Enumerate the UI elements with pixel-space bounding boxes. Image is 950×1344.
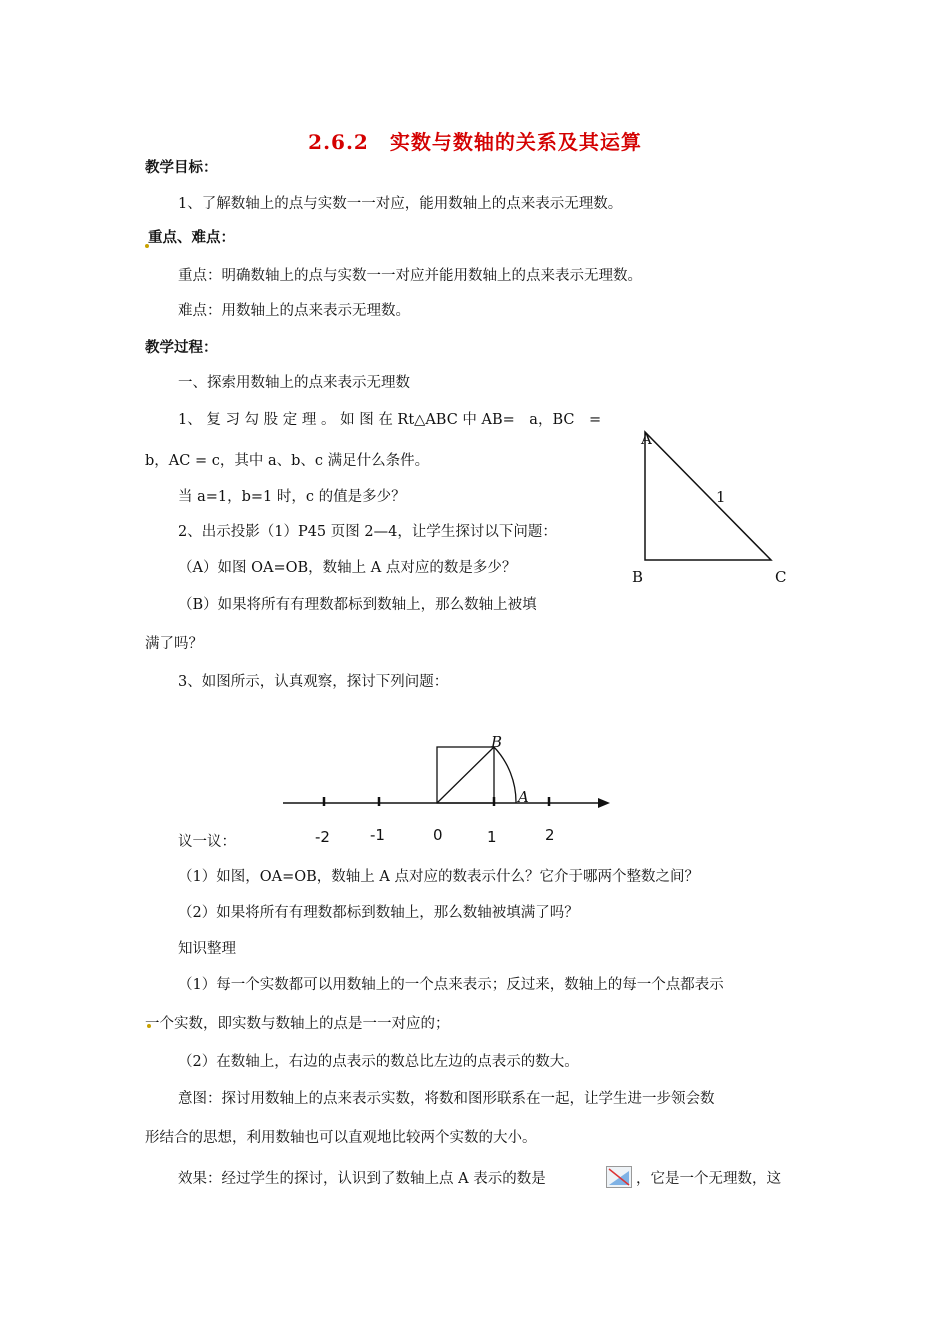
process-heading: 教学过程： (145, 339, 218, 356)
triangle-label-hyp: 1 (716, 488, 726, 506)
discuss-label: 议一议： (178, 834, 236, 850)
tick-label: 1 (487, 828, 497, 846)
formula-image-icon (606, 1166, 632, 1188)
goal-item: 1、了解数轴上的点与实数一一对应，能用数轴上的点来表示无理数。 (178, 196, 623, 212)
item2-b-line2: 满了吗？ (145, 636, 203, 652)
question-2: （2）如果将所有有理数都标到数轴上，那么数轴被填满了吗？ (178, 905, 579, 921)
tick-label: 2 (545, 826, 555, 844)
item3: 3、如图所示，认真观察，探讨下列问题： (178, 674, 449, 690)
difficulty: 难点：用数轴上的点来表示无理数。 (178, 303, 410, 319)
item1-line2: b，AC = c，其中 a、b、c 满足什么条件。 (145, 453, 430, 469)
triangle-label-c: C (775, 568, 787, 586)
triangle-label-b: B (632, 568, 644, 586)
arc-b-to-a (494, 747, 516, 803)
page-title: 2.6.2 实数与数轴的关系及其运算 (308, 130, 642, 154)
intent-line1: 意图：探讨用数轴上的点来表示实数，将数和图形联系在一起，让学生进一步领会数 (178, 1091, 715, 1107)
key-heading: 重点、难点： (148, 229, 235, 246)
number-line-label-a: A (518, 788, 529, 806)
knowledge-1-line2: 一个实数，即实数与数轴上的点是一一对应的； (145, 1016, 450, 1032)
part1-title: 一、探索用数轴上的点来表示无理数 (178, 375, 410, 391)
tick-label: -2 (315, 828, 330, 846)
item2: 2、出示投影（1）P45 页图 2—4，让学生探讨以下问题： (178, 524, 557, 540)
effect-line1-a: 效果：经过学生的探讨，认识到了数轴上点 A 表示的数是 (178, 1171, 546, 1187)
tick-label: 0 (433, 826, 443, 844)
item1-line1: 1、 复 习 勾 股 定 理 。 如 图 在 Rt△ABC 中 AB= a，BC = (178, 412, 602, 428)
knowledge-2: （2）在数轴上，右边的点表示的数总比左边的点表示的数大。 (178, 1054, 579, 1070)
knowledge-heading: 知识整理 (178, 941, 236, 957)
question-1: （1）如图，OA=OB，数轴上 A 点对应的数表示什么？它介于哪两个整数之间？ (178, 869, 699, 885)
knowledge-1-line1: （1）每一个实数都可以用数轴上的一个点来表示；反过来，数轴上的每一个点都表示 (178, 977, 724, 993)
intent-line2: 形结合的思想，利用数轴也可以直观地比较两个实数的大小。 (145, 1130, 537, 1146)
diagonal-ob (437, 747, 494, 803)
item2-b-line1: （B）如果将所有有理数都标到数轴上，那么数轴上被填 (178, 597, 537, 613)
triangle-label-a: A (641, 430, 652, 448)
number-line-label-b: B (491, 733, 503, 751)
goal-heading: 教学目标： (145, 159, 218, 176)
item1-line3: 当 a=1，b=1 时，c 的值是多少？ (178, 489, 406, 505)
effect-line1-b: ，它是一个无理数，这 (636, 1171, 781, 1187)
tick-label: -1 (370, 826, 385, 844)
item2-a: （A）如图 OA=OB，数轴上 A 点对应的数是多少？ (178, 560, 517, 576)
key-point: 重点：明确数轴上的点与实数一一对应并能用数轴上的点来表示无理数。 (178, 268, 642, 284)
